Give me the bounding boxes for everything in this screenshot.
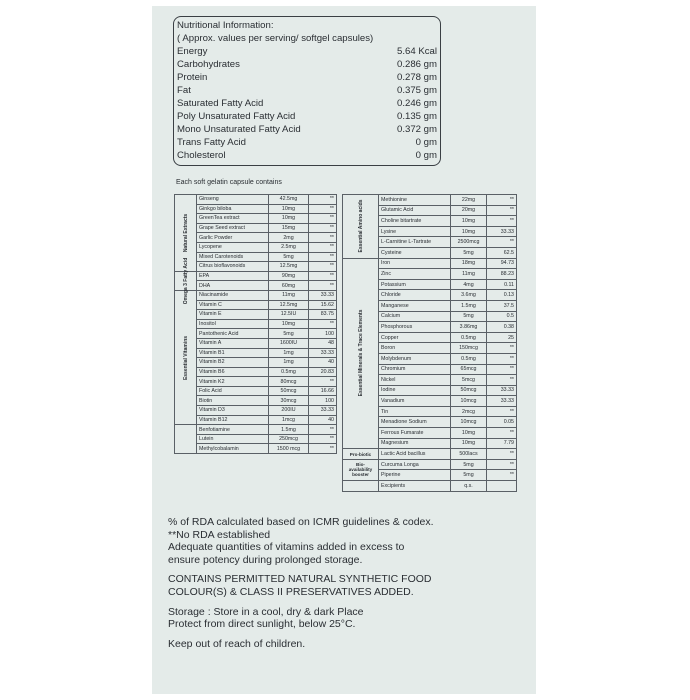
ingredient-row: [175, 425, 337, 435]
ingredient-amount: 0.5mg: [451, 353, 487, 364]
ingredient-amount: 30mcg: [269, 396, 309, 406]
ingredient-amount: 65mcg: [451, 364, 487, 375]
ingredient-name: Ginseng: [197, 195, 269, 205]
ingredient-rda: 40: [309, 358, 337, 368]
ingredient-rda: **: [487, 406, 517, 417]
ingredient-rda: **: [487, 449, 517, 460]
ingredient-amount: 10mg: [269, 214, 309, 224]
ingredient-name: Piperine: [379, 470, 451, 481]
ingredient-rda: **: [487, 343, 517, 354]
ingredient-amount: 80mcg: [269, 377, 309, 387]
ingredient-amount: 5mg: [269, 329, 309, 339]
ingredient-name: Vitamin E: [197, 310, 269, 320]
ingredient-rda: **: [487, 216, 517, 227]
ingredient-name: Menadione Sodium: [379, 417, 451, 428]
ingredient-amount: 1mg: [269, 348, 309, 358]
ingredient-amount: 5mg: [451, 247, 487, 258]
ingredient-name: Ginkgo biloba: [197, 204, 269, 214]
ingredient-name: Folic Acid: [197, 386, 269, 396]
group-label: [343, 258, 379, 449]
group-label-text: Essential Vitamins: [182, 335, 189, 380]
ingredient-row: [175, 214, 337, 224]
nutrition-row: [177, 136, 437, 149]
ingredient-rda: **: [309, 233, 337, 243]
ingredient-rda: **: [487, 364, 517, 375]
nutrient-name: Carbohydrates: [177, 59, 240, 70]
ingredient-name: Methionine: [379, 195, 451, 206]
ingredient-name: DHA: [197, 281, 269, 291]
ingredient-amount: 12.5mg: [269, 300, 309, 310]
ingredient-name: Benfotiamine: [197, 425, 269, 435]
ingredient-amount: 5mg: [451, 311, 487, 322]
ingredient-rda: **: [309, 281, 337, 291]
ingredient-name: Magnesium: [379, 438, 451, 449]
ingredient-amount: 90mg: [269, 271, 309, 281]
ingredient-name: Vitamin K2: [197, 377, 269, 387]
group-label: [343, 195, 379, 259]
ingredient-rda: 15.62: [309, 300, 337, 310]
group-label-text: Essential Minerals & Trace Elements: [357, 310, 364, 397]
ingredient-name: Pantothenic Acid: [197, 329, 269, 339]
ingredient-name: Chromium: [379, 364, 451, 375]
ingredient-name: Calcium: [379, 311, 451, 322]
ingredient-amount: 2.5mg: [269, 242, 309, 252]
nutrition-row: [177, 84, 437, 97]
ingredient-row: [343, 258, 517, 269]
ingredient-rda: **: [309, 271, 337, 281]
ingredient-rda: 48: [309, 338, 337, 348]
nutrient-value: 0.135 gm: [396, 111, 437, 122]
ingredient-row: [175, 434, 337, 444]
ingredient-row: [175, 415, 337, 425]
ingredient-amount: 10mg: [269, 204, 309, 214]
storage-line1: Storage : Store in a cool, dry & dark Place: [168, 605, 364, 618]
ingredient-name: L-Carnitine L-Tartrate: [379, 237, 451, 248]
ingredient-name: Mixed Carotenoids: [197, 252, 269, 262]
ingredient-amount: 2mg: [269, 233, 309, 243]
ingredient-amount: 50mcg: [451, 385, 487, 396]
ingredient-name: Niacinamide: [197, 290, 269, 300]
nutrition-row: [177, 71, 437, 84]
ingredient-rda: 40: [309, 415, 337, 425]
ingredient-row: [343, 481, 517, 492]
ingredient-name: Vitamin C: [197, 300, 269, 310]
ingredient-amount: 1mg: [269, 358, 309, 368]
ingredient-amount: q.s.: [451, 481, 487, 492]
ingredient-name: Iodine: [379, 385, 451, 396]
ingredient-name: Copper: [379, 332, 451, 343]
ingredient-rda: **: [487, 195, 517, 206]
nutrient-value: 0.286 gm: [396, 59, 437, 70]
ingredient-amount: 10mcg: [451, 417, 487, 428]
ingredient-rda: 0.38: [487, 322, 517, 333]
group-label: [343, 481, 379, 492]
ingredient-rda: 33.33: [487, 396, 517, 407]
ingredient-name: Inositol: [197, 319, 269, 329]
ingredient-name: Vitamin D3: [197, 406, 269, 416]
ingredient-name: Garlic Powder: [197, 233, 269, 243]
ingredient-rda: 94.73: [487, 258, 517, 269]
ingredient-amount: 60mg: [269, 281, 309, 291]
ingredient-rda: **: [309, 434, 337, 444]
nutrient-name: Saturated Fatty Acid: [177, 98, 264, 109]
ingredient-row: [343, 459, 517, 470]
ingredient-rda: **: [487, 353, 517, 364]
ingredient-name: Choline bitartrate: [379, 216, 451, 227]
ingredient-amount: 5mg: [451, 459, 487, 470]
ingredient-rda: 0.13: [487, 290, 517, 301]
nutrition-row: [177, 123, 437, 136]
ingredient-amount: 1.5mg: [269, 425, 309, 435]
storage-line2: Protect from direct sunlight, below 25°C.: [168, 618, 356, 631]
ingredient-name: Cysteine: [379, 247, 451, 258]
ingredient-row: [175, 348, 337, 358]
ingredient-name: Lysine: [379, 226, 451, 237]
ingredient-name: Potassium: [379, 279, 451, 290]
ingredient-amount: 0.5mg: [269, 367, 309, 377]
ingredient-name: Methylcobalamin: [197, 444, 269, 454]
ingredient-row: [175, 223, 337, 233]
ingredient-name: Ferrous Fumarate: [379, 428, 451, 439]
ingredient-name: Citrus bioflavonoids: [197, 262, 269, 272]
group-label: [175, 425, 197, 454]
ingredient-name: Lactic Acid bacillus: [379, 449, 451, 460]
ingredient-row: [175, 338, 337, 348]
ingredient-rda: **: [309, 223, 337, 233]
ingredient-rda: 83.75: [309, 310, 337, 320]
ingredient-amount: 42.5mg: [269, 195, 309, 205]
nutrition-subheading: ( Approx. values per serving/ softgel capsules): [177, 33, 374, 44]
ingredient-name: GreenTea extract: [197, 214, 269, 224]
ingredient-rda: 0.5: [487, 311, 517, 322]
ingredient-row: [175, 319, 337, 329]
ingredient-row: [175, 204, 337, 214]
ingredient-rda: **: [309, 214, 337, 224]
nutrition-row: [177, 58, 437, 71]
ingredient-amount: 5mcg: [451, 375, 487, 386]
ingredient-rda: 16.66: [309, 386, 337, 396]
nutrient-name: Energy: [177, 46, 208, 57]
ingredient-name: Grape Seed extract: [197, 223, 269, 233]
ingredient-name: Glutamic Acid: [379, 205, 451, 216]
ingredient-rda: **: [309, 444, 337, 454]
group-label-text: Omega 3 Fatty Acid: [182, 257, 189, 305]
ingredient-amount: 10mg: [451, 438, 487, 449]
ingredient-amount: 12.5mg: [269, 262, 309, 272]
nutrition-row: [177, 110, 437, 123]
group-label: [175, 290, 197, 424]
nutrient-value: 0.375 gm: [396, 85, 437, 96]
ingredient-rda: **: [309, 319, 337, 329]
ingredient-amount: 3.86mg: [451, 322, 487, 333]
ingredient-name: Phosphorous: [379, 322, 451, 333]
ingredient-amount: 18mg: [451, 258, 487, 269]
ingredient-amount: 10mg: [269, 319, 309, 329]
ingredient-rda: 0.05: [487, 417, 517, 428]
right-ingredients-table: [342, 194, 517, 492]
ingredient-amount: 1mcg: [269, 415, 309, 425]
ingredient-rda: **: [309, 252, 337, 262]
ingredient-name: Excipients: [379, 481, 451, 492]
ingredient-amount: 150mcg: [451, 343, 487, 354]
nutrient-value: 0.246 gm: [396, 98, 437, 109]
ingredient-rda: 33.33: [487, 226, 517, 237]
ingredient-rda: 33.33: [309, 290, 337, 300]
nutrient-value: 5.64 Kcal: [396, 46, 437, 57]
ingredient-row: [175, 386, 337, 396]
keep-out-of-reach: Keep out of reach of children.: [168, 637, 306, 650]
ingredient-amount: 2500mcg: [451, 237, 487, 248]
ingredient-amount: 22mg: [451, 195, 487, 206]
adequate-note-line1: Adequate quantities of vitamins added in excess to: [168, 541, 405, 554]
ingredient-amount: 200IU: [269, 406, 309, 416]
ingredient-amount: 11mg: [451, 269, 487, 280]
ingredient-row: [175, 300, 337, 310]
nutritional-information-box: [173, 16, 441, 166]
ingredient-name: Zinc: [379, 269, 451, 280]
ingredient-rda: **: [487, 428, 517, 439]
nutrient-value: 0.278 gm: [396, 72, 437, 83]
ingredient-rda: **: [309, 262, 337, 272]
ingredient-row: [175, 406, 337, 416]
label-footer: [168, 516, 528, 650]
ingredient-row: [175, 262, 337, 272]
ingredient-rda: **: [487, 375, 517, 386]
group-label: Bio-availability booster: [343, 459, 379, 480]
nutrient-name: Mono Unsaturated Fatty Acid: [177, 124, 301, 135]
ingredient-name: Lutein: [197, 434, 269, 444]
ingredient-row: [175, 358, 337, 368]
nutrient-value: 0.372 gm: [396, 124, 437, 135]
ingredient-row: [343, 449, 517, 460]
nutrient-name: Protein: [177, 72, 208, 83]
ingredient-row: [175, 444, 337, 454]
ingredient-name: Iron: [379, 258, 451, 269]
ingredient-amount: 250mcg: [269, 434, 309, 444]
group-label: Pro-biotic: [343, 449, 379, 460]
ingredient-name: Biotin: [197, 396, 269, 406]
ingredient-amount: 50mcg: [269, 386, 309, 396]
ingredient-name: Vitamin A: [197, 338, 269, 348]
ingredient-rda: **: [487, 470, 517, 481]
ingredient-row: [175, 233, 337, 243]
ingredient-rda: **: [309, 377, 337, 387]
ingredient-rda: 20.83: [309, 367, 337, 377]
ingredient-name: Vitamin B12: [197, 415, 269, 425]
ingredient-rda: **: [487, 459, 517, 470]
ingredient-name: Curcuma Longa: [379, 459, 451, 470]
ingredient-rda: 33.33: [309, 406, 337, 416]
ingredient-amount: 10mg: [451, 216, 487, 227]
ingredient-rda: 62.5: [487, 247, 517, 258]
nutrient-value: 0 gm: [415, 137, 437, 148]
nutrition-heading: Nutritional Information:: [177, 20, 274, 31]
ingredient-name: Molybdenum: [379, 353, 451, 364]
ingredient-rda: **: [309, 195, 337, 205]
ingredient-name: Boron: [379, 343, 451, 354]
ingredient-amount: 500lacs: [451, 449, 487, 460]
ingredient-amount: 11mg: [269, 290, 309, 300]
ingredient-amount: 1500 mcg: [269, 444, 309, 454]
ingredient-name: Vitamin B1: [197, 348, 269, 358]
ingredient-row: [175, 396, 337, 406]
ingredient-rda: 100: [309, 396, 337, 406]
ingredient-row: [175, 252, 337, 262]
contains-note-line2: COLOUR(S) & CLASS II PRESERVATIVES ADDED.: [168, 585, 414, 598]
ingredient-row: [175, 242, 337, 252]
ingredient-rda: 33.33: [309, 348, 337, 358]
ingredient-amount: 2mcg: [451, 406, 487, 417]
nutrient-name: Trans Fatty Acid: [177, 137, 246, 148]
ingredient-amount: 3.6mg: [451, 290, 487, 301]
ingredient-rda: **: [309, 204, 337, 214]
ingredient-amount: 4mg: [451, 279, 487, 290]
ingredient-rda: 7.79: [487, 438, 517, 449]
ingredient-row: [175, 290, 337, 300]
nutrient-value: 0 gm: [415, 150, 437, 161]
ingredient-row: [175, 271, 337, 281]
ingredient-amount: 1.5mg: [451, 300, 487, 311]
ingredient-rda: **: [487, 205, 517, 216]
ingredient-rda: **: [309, 425, 337, 435]
left-ingredients-table: [174, 194, 337, 454]
group-label-text: Natural Extracts: [182, 213, 189, 253]
ingredient-row: [175, 195, 337, 205]
contains-note-line1: CONTAINS PERMITTED NATURAL SYNTHETIC FOOD: [168, 573, 432, 586]
group-label: [175, 257, 197, 305]
ingredient-name: Chloride: [379, 290, 451, 301]
ingredient-amount: 1600IU: [269, 338, 309, 348]
ingredient-row: [175, 329, 337, 339]
ingredient-name: Tin: [379, 406, 451, 417]
ingredient-rda: **: [487, 237, 517, 248]
ingredient-amount: 10mg: [451, 428, 487, 439]
ingredient-rda: [487, 481, 517, 492]
nutrition-row: [177, 45, 437, 58]
ingredient-name: EPA: [197, 271, 269, 281]
ingredient-rda: **: [309, 242, 337, 252]
ingredient-name: Vanadium: [379, 396, 451, 407]
ingredient-row: [175, 377, 337, 387]
ingredient-rda: 33.33: [487, 385, 517, 396]
nutrient-name: Poly Unsaturated Fatty Acid: [177, 111, 296, 122]
nutrient-name: Fat: [177, 85, 191, 96]
nutrient-name: Cholesterol: [177, 150, 226, 161]
no-rda-note: **No RDA established: [168, 528, 271, 541]
ingredient-row: [343, 195, 517, 206]
ingredient-name: Nickel: [379, 375, 451, 386]
nutrition-row: [177, 97, 437, 110]
capsule-contents-heading: Each soft gelatin capsule contains: [176, 179, 282, 186]
ingredient-rda: 0.11: [487, 279, 517, 290]
nutrition-row: [177, 149, 437, 162]
ingredient-amount: 5mg: [451, 470, 487, 481]
ingredient-name: Manganese: [379, 300, 451, 311]
ingredient-name: Lycopene: [197, 242, 269, 252]
ingredient-row: [175, 367, 337, 377]
ingredient-amount: 10mcg: [451, 396, 487, 407]
ingredient-amount: 15mg: [269, 223, 309, 233]
ingredient-amount: 20mg: [451, 205, 487, 216]
ingredient-amount: 10mg: [451, 226, 487, 237]
group-label-text: Essential Amino acids: [357, 199, 364, 253]
ingredient-amount: 12.5IU: [269, 310, 309, 320]
ingredient-rda: 100: [309, 329, 337, 339]
ingredient-rda: 25: [487, 332, 517, 343]
ingredient-amount: 5mg: [269, 252, 309, 262]
ingredient-name: Vitamin B2: [197, 358, 269, 368]
ingredient-rda: 88.23: [487, 269, 517, 280]
ingredient-amount: 0.5mg: [451, 332, 487, 343]
ingredient-rda: 37.5: [487, 300, 517, 311]
ingredient-row: [175, 281, 337, 291]
ingredient-name: Vitamin B6: [197, 367, 269, 377]
ingredient-row: [175, 310, 337, 320]
rda-note: % of RDA calculated based on ICMR guidelines & codex.: [168, 516, 434, 528]
adequate-note-line2: ensure potency during prolonged storage.: [168, 553, 363, 566]
